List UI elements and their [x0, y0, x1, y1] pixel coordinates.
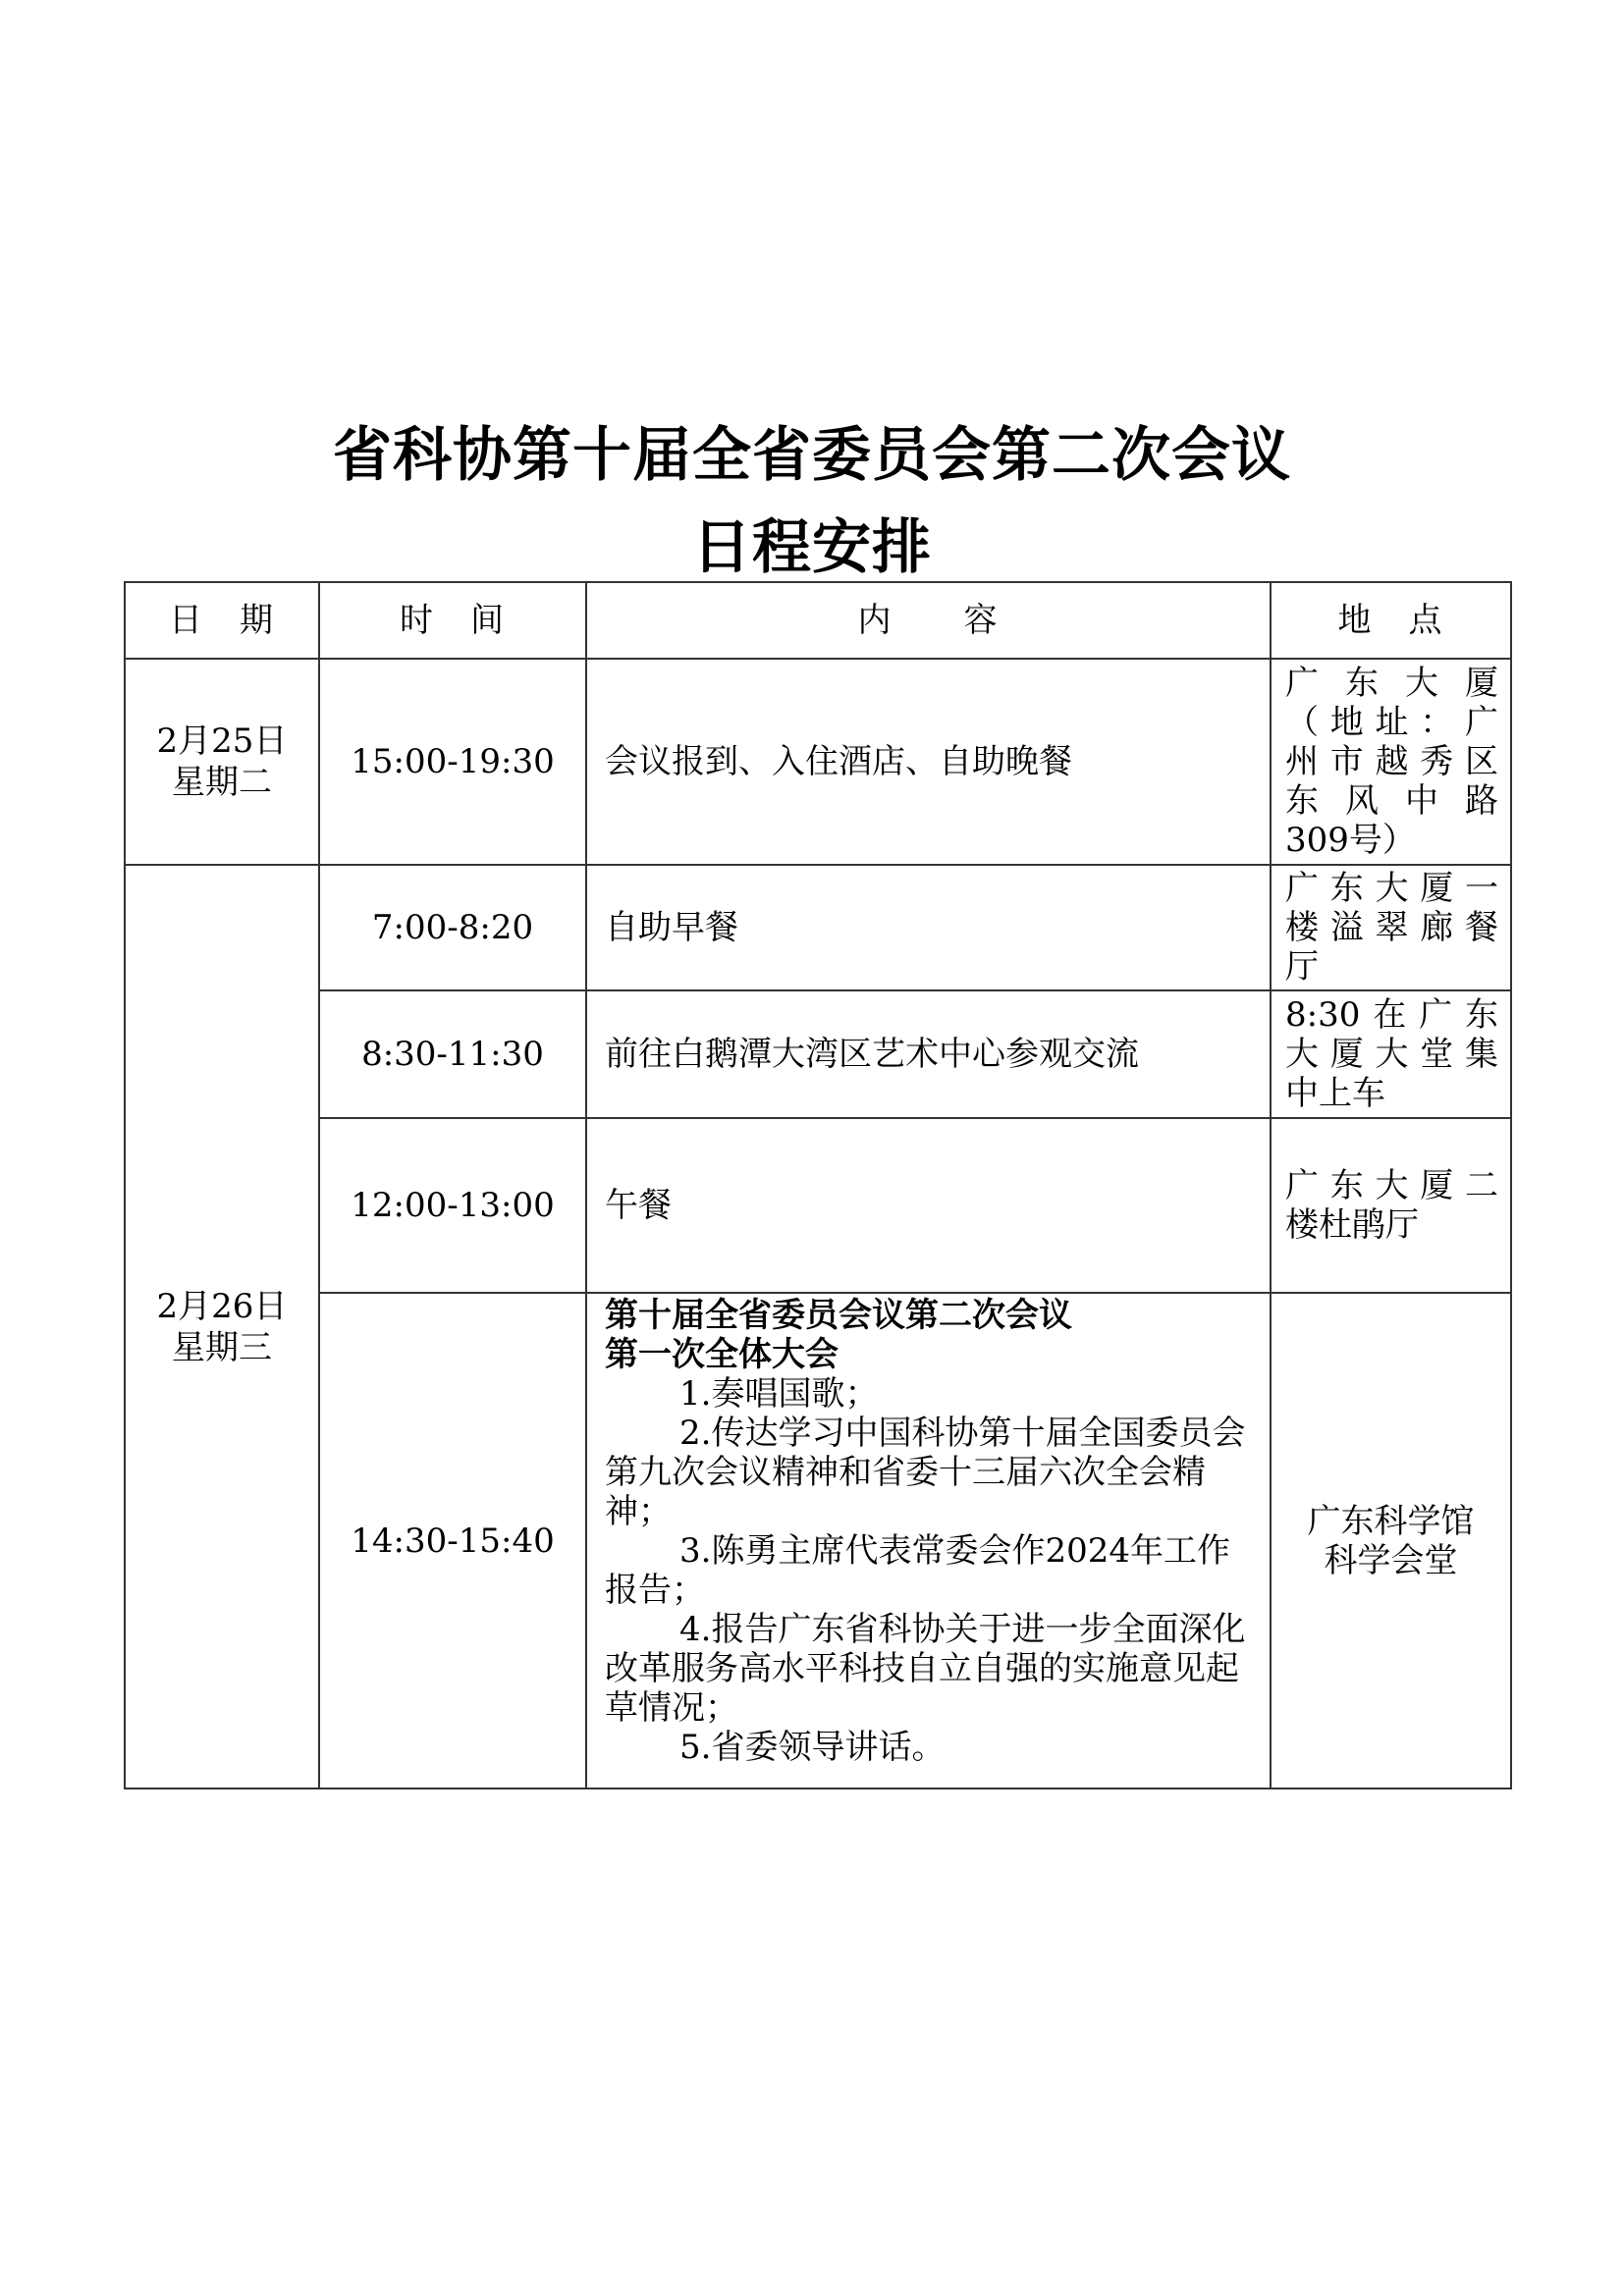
place-cell [1271, 990, 1511, 1118]
place-line: 309号） [1285, 821, 1416, 860]
place-line: 州市越秀区 [1285, 742, 1498, 781]
agenda-item: 2.传达学习中国科协第十届全国委员会第九次会议精神和省委十三届六次全会精神； [605, 1414, 1246, 1531]
place-line: 厅 [1285, 947, 1319, 987]
content-cell: 自助早餐 [586, 865, 1271, 990]
content-cell [586, 1293, 1271, 1789]
time-cell: 12:00-13:00 [319, 1118, 586, 1293]
time-cell: 15:00-19:30 [319, 659, 586, 865]
page-subtitle: 日程安排 [692, 513, 932, 582]
date-label: 2月25日 [156, 721, 288, 761]
agenda-title: 第十届全省委员会议第二次会议 [605, 1296, 1072, 1335]
time-cell: 8:30-11:30 [319, 990, 586, 1118]
table-row [125, 865, 1511, 990]
date-cell [125, 659, 319, 865]
content-cell: 会议报到、入住酒店、自助晚餐 [586, 659, 1271, 865]
place-line: 大厦大堂集 [1285, 1035, 1498, 1074]
date-label: 2月26日 [156, 1286, 288, 1326]
agenda-item: 4.报告广东省科协关于进一步全面深化改革服务高水平科技自立自强的实施意见起草情况； [605, 1610, 1246, 1728]
header-time: 时 间 [319, 582, 586, 659]
place-line: 广东大厦一 [1285, 869, 1498, 908]
content-cell: 前往白鹅潭大湾区艺术中心参观交流 [586, 990, 1271, 1118]
header-place: 地 点 [1271, 582, 1511, 659]
table-row [125, 990, 1511, 1118]
agenda-item: 1.奏唱国歌； [679, 1374, 879, 1414]
weekday-label: 星期三 [172, 1327, 272, 1367]
agenda-item: 5.省委领导讲话。 [679, 1728, 946, 1767]
place-line: 广东大厦二 [1285, 1166, 1498, 1205]
agenda-item: 3.陈勇主席代表常委会作2024年工作报告； [605, 1531, 1230, 1610]
page-title: 省科协第十届全省委员会第二次会议 [333, 421, 1291, 490]
weekday-label: 星期二 [172, 763, 272, 802]
header-content: 内 容 [586, 582, 1271, 659]
place-line: 东风中路 [1285, 781, 1498, 821]
place-line: 楼溢翠廊餐 [1285, 908, 1498, 947]
content-cell: 午餐 [586, 1118, 1271, 1293]
place-line: 广东科学馆 [1307, 1501, 1475, 1541]
header-date: 日 期 [125, 582, 319, 659]
table-row [125, 1118, 1511, 1293]
place-cell [1271, 865, 1511, 990]
agenda-subtitle: 第一次全体大会 [605, 1335, 839, 1374]
table-header-row [125, 582, 1511, 659]
place-line: 8:30在广东 [1285, 995, 1498, 1035]
table-row [125, 1293, 1511, 1789]
date-cell [125, 865, 319, 1789]
place-line: 科学会堂 [1324, 1540, 1458, 1580]
schedule-table [124, 581, 1512, 1789]
place-line: 楼杜鹃厅 [1285, 1205, 1419, 1245]
time-cell: 7:00-8:20 [319, 865, 586, 990]
table-row [125, 659, 1511, 865]
time-cell: 14:30-15:40 [319, 1293, 586, 1789]
place-cell [1271, 1293, 1511, 1789]
place-line: 广东大厦 [1285, 664, 1498, 703]
place-line: 中上车 [1285, 1074, 1385, 1113]
place-cell [1271, 659, 1511, 865]
place-line: （地址：广 [1285, 703, 1498, 742]
place-cell [1271, 1118, 1511, 1293]
